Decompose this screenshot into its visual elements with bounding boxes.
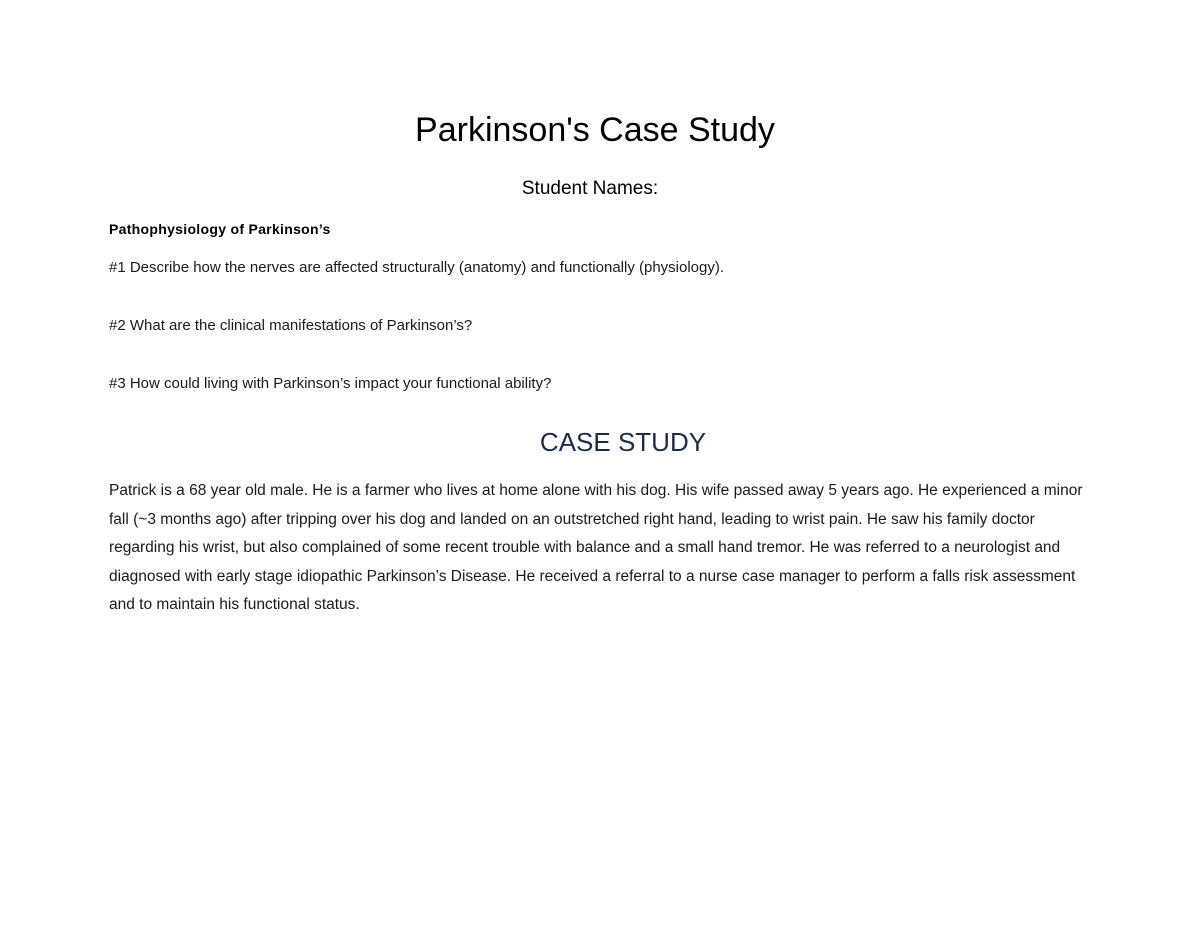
- section-heading: Pathophysiology of Parkinson’s: [109, 221, 331, 237]
- question-2: #2 What are the clinical manifestations of Parkinson’s?: [109, 317, 473, 334]
- question-1: #1 Describe how the nerves are affected structurally (anatomy) and functionally (physiology).: [109, 259, 725, 276]
- question-3: #3 How could living with Parkinson’s impact your functional ability?: [109, 375, 552, 392]
- document-title: Parkinson's Case Study: [415, 111, 775, 149]
- case-study-heading: CASE STUDY: [539, 427, 707, 457]
- case-study-paragraph: Patrick is a 68 year old male. He is a farmer who lives at home alone with his dog. His wife passed away 5 years ago. He experienced a minor fall (~3 months ago) after tripping over his dog and landed on an outstretched right hand, leading to wrist pain. He saw his family doctor regarding his wrist, but also complained of some recent trouble with balance and a small hand tremor. He was referred to a neurologist and diagnosed with early stage idiopathic Parkinson’s Disease. He received a referral to a nurse case manager to perform a falls risk assessment and to maintain his functional status.: [109, 482, 1083, 614]
- student-names-label: Student Names:: [521, 178, 659, 199]
